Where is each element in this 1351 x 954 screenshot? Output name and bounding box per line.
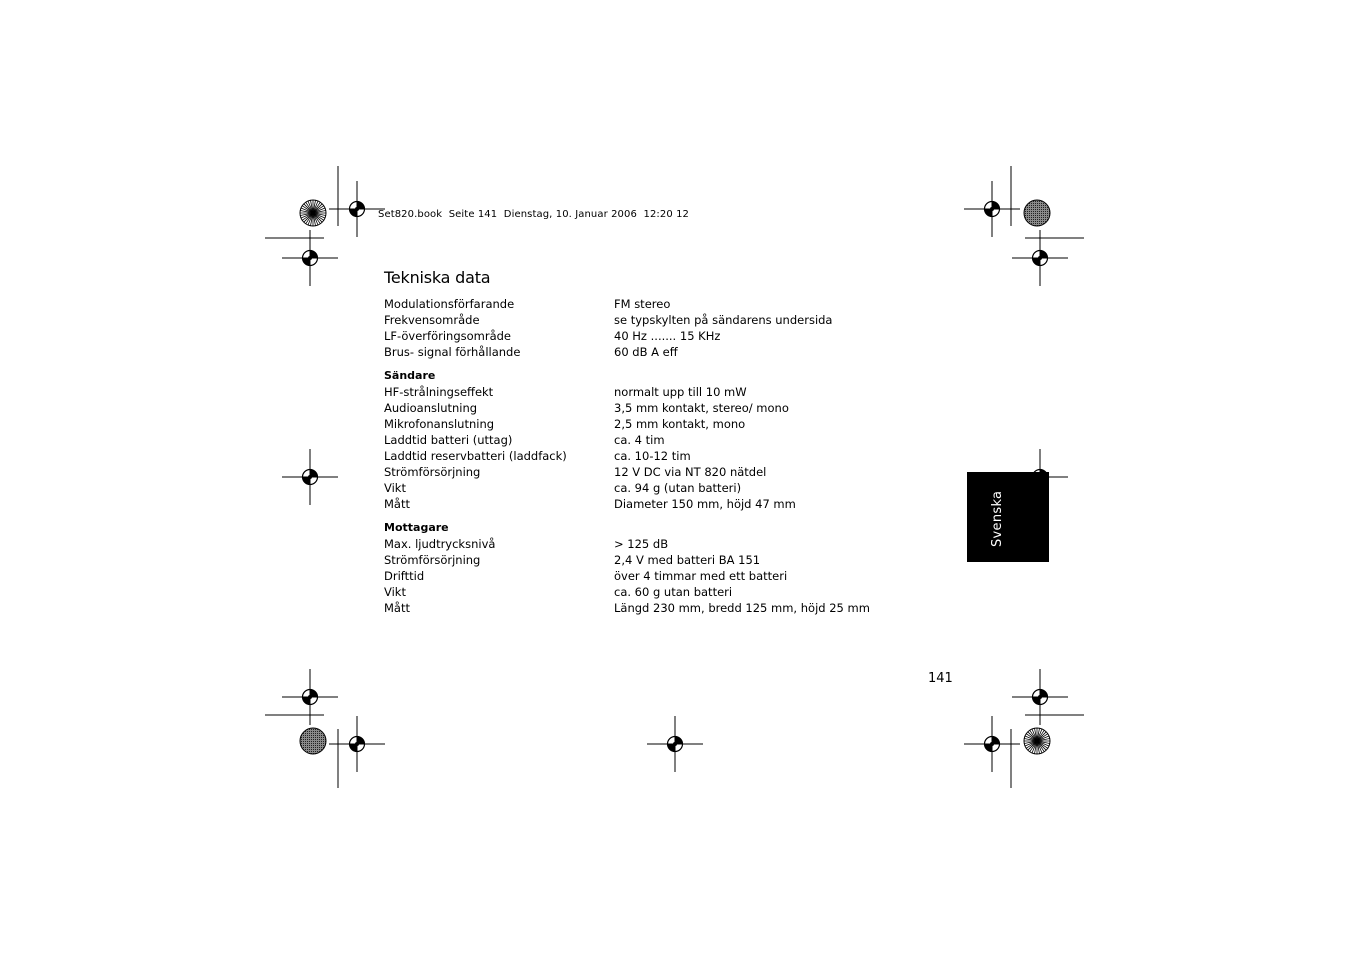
language-tab (967, 472, 1049, 562)
spec-row (384, 448, 691, 464)
spec-value: Diameter 150 mm, höjd 47 mm (614, 497, 796, 511)
spec-label: Modulationsförfarande (384, 297, 515, 311)
spec-value: FM stereo (614, 297, 671, 311)
spec-label: Audioanslutning (384, 401, 478, 415)
spec-value: ca. 60 g utan batteri (614, 585, 733, 599)
spec-label: Laddtid batteri (uttag) (384, 433, 513, 447)
page-number: 141 (928, 671, 953, 686)
spec-row (384, 384, 747, 400)
spec-row (384, 480, 742, 496)
page-title: Tekniska data (384, 268, 491, 287)
spec-row (384, 432, 665, 448)
transmitter-specs (384, 368, 796, 512)
spec-label: Strömförsörjning (384, 465, 481, 479)
spec-label: Laddtid reservbatteri (laddfack) (384, 449, 567, 463)
spec-label: Vikt (384, 481, 406, 495)
spec-value: 2,4 V med batteri BA 151 (614, 553, 761, 567)
spec-label: LF-överföringsområde (384, 329, 512, 343)
spec-value: ca. 94 g (utan batteri) (614, 481, 742, 495)
spec-value: normalt upp till 10 mW (614, 385, 747, 399)
spec-label: Strömförsörjning (384, 553, 481, 567)
transmitter-heading: Sändare (384, 369, 436, 382)
spec-label: Frekvensområde (384, 313, 480, 327)
spec-value: > 125 dB (614, 537, 669, 551)
spec-row (384, 568, 788, 584)
spec-label: Mått (384, 601, 410, 615)
spec-value: ca. 10-12 tim (614, 449, 691, 463)
spec-label: Drifttid (384, 569, 425, 583)
spec-value: 12 V DC via NT 820 nätdel (614, 465, 767, 479)
spec-value: Längd 230 mm, bredd 125 mm, höjd 25 mm (614, 601, 870, 615)
language-tab-label: Svenska (990, 490, 1005, 547)
spec-row (384, 536, 669, 552)
spec-value: ca. 4 tim (614, 433, 665, 447)
receiver-heading: Mottagare (384, 521, 449, 534)
spec-row (384, 552, 761, 568)
spec-row (384, 464, 767, 480)
print-info-header: Set820.book Seite 141 Dienstag, 10. Januar 2006 12:20 12 (378, 209, 690, 220)
spec-value: 3,5 mm kontakt, stereo/ mono (614, 401, 789, 415)
spec-value: 60 dB A eff (614, 345, 678, 359)
spec-label: Vikt (384, 585, 406, 599)
spec-value: 2,5 mm kontakt, mono (614, 417, 746, 431)
spec-row (384, 496, 796, 512)
spec-row (384, 416, 746, 432)
spec-label: HF-strålningseffekt (384, 385, 494, 399)
spec-value: 40 Hz ....... 15 KHz (614, 329, 721, 343)
spec-row (384, 600, 870, 616)
spec-label: Mått (384, 497, 410, 511)
receiver-specs (384, 520, 870, 616)
spec-value: se typskylten på sändarens undersida (614, 313, 833, 327)
spec-row (384, 400, 789, 416)
spec-label: Mikrofonanslutning (384, 417, 495, 431)
spec-row (384, 584, 733, 600)
spec-label: Max. ljudtrycksnivå (384, 537, 496, 551)
spec-value: över 4 timmar med ett batteri (614, 569, 788, 583)
spec-label: Brus- signal förhållande (384, 345, 521, 359)
